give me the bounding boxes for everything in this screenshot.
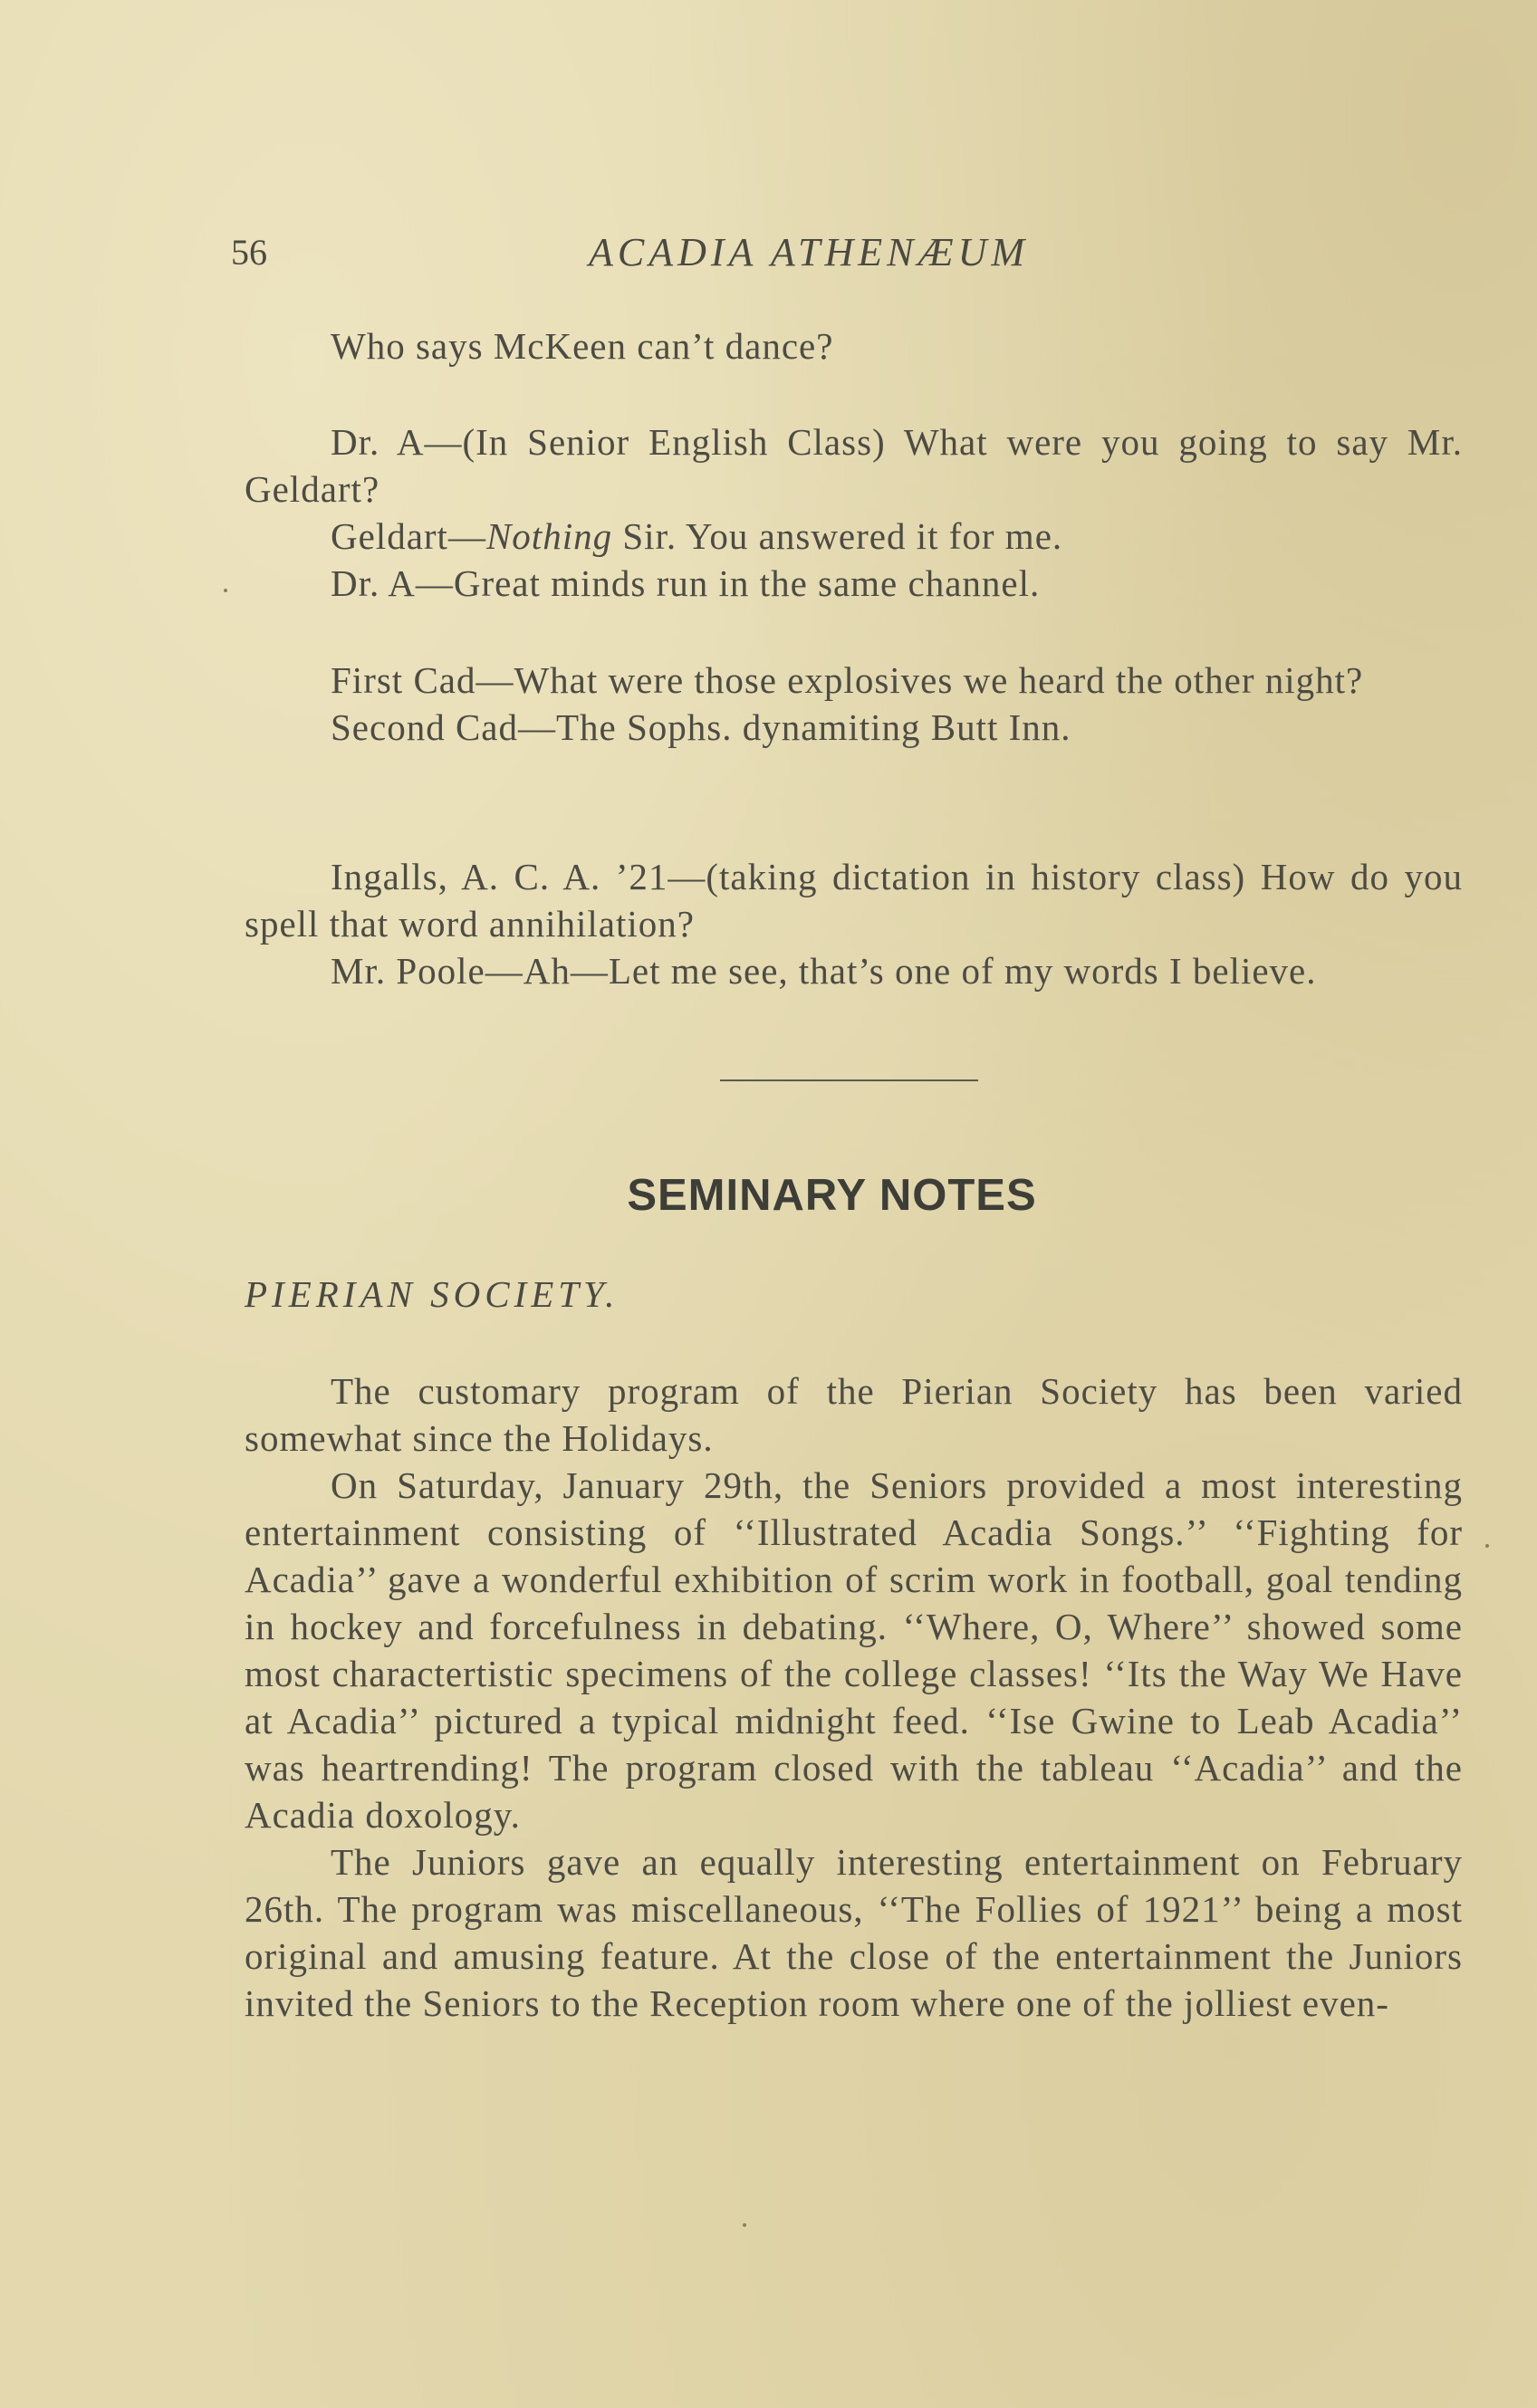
joke-block (245, 322, 1463, 369)
speaker: Geldart— (331, 515, 486, 557)
joke-line: Mr. Poole—Ah—Let me see, that’s one of my words I believe. (331, 950, 1317, 992)
article-body (245, 1367, 1463, 2027)
section-divider (720, 1079, 978, 1081)
page-number: 56 (231, 232, 267, 273)
joke-line: Dr. A—(In Senior English Class) What were you going to say Mr. Geldart? (245, 421, 1463, 510)
running-head (231, 231, 1463, 285)
journal-title: ACADIA ATHENÆUM (589, 230, 1030, 274)
joke-block (245, 853, 1463, 994)
paragraph: The customary program of the Pierian Society has been varied somewhat since the Holidays. (245, 1370, 1463, 1459)
emphasis: Nothing (485, 515, 613, 557)
subsection-title: PIERIAN SOCIETY. (245, 1273, 620, 1315)
paragraph: On Saturday, January 29th, the Seniors provided a most interesting entertainment consisting of ‘‘Illustrated Acadia Songs.’’ ‘‘Fighting for Acadia’’ gave a wonderful exhibition of scrim work in football, goal tending in hockey and forcefulness in debating. ‘‘Where, O, Where’’ showed some most charactertistic specimens of the college classes! ‘‘Its the Way We Have at Acadia’’ pictured a typical midnight feed. ‘‘Ise Gwine to Leab Acadia’’ was heartrending! The program closed with the tableau ‘‘Acadia’’ and the Acadia doxology. (245, 1464, 1463, 1836)
joke-block (245, 418, 1463, 607)
paper-speck (743, 2223, 746, 2227)
joke-block (245, 657, 1463, 751)
joke-line: Ingalls, A. C. A. ’21—(taking dictation in history class) How do you spell that word annihilation? (245, 856, 1463, 945)
paper-speck (1485, 1544, 1489, 1548)
paper-speck (224, 589, 227, 592)
joke-line: Dr. A—Great minds run in the same channel. (331, 562, 1041, 604)
section-title: SEMINARY NOTES (627, 1171, 1037, 1220)
joke-line: First Cad—What were those explosives we heard the other night? (331, 659, 1364, 701)
joke-line-rest: Sir. You answered it for me. (612, 515, 1063, 557)
joke-line: Who says McKeen can’t dance? (331, 325, 834, 367)
joke-line: Second Cad—The Sophs. dynamiting Butt Inn. (331, 706, 1071, 748)
paragraph: The Juniors gave an equally interesting entertainment on February 26th. The program was miscellaneous, ‘‘The Follies of 1921’’ being a most original and amusing feature. At the close of the entertainment the Juniors invited the Seniors to the Reception room where one of the jolliest even- (245, 1841, 1463, 2024)
joke-line (245, 513, 1463, 560)
